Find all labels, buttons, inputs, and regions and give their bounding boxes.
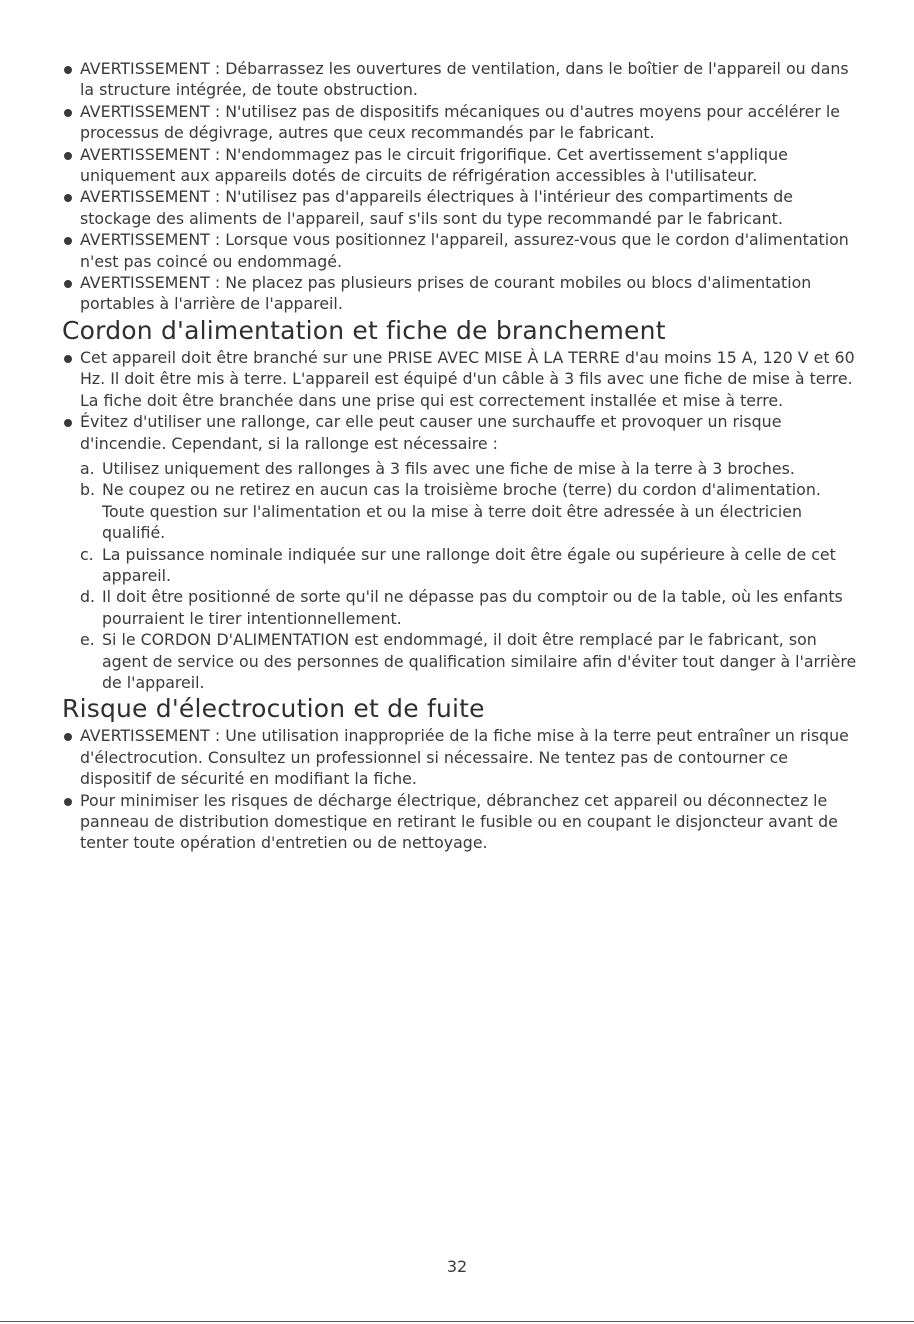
risque-bullet-text: Pour minimiser les risques de décharge électrique, débranchez cet appareil ou déconnectez le panneau de distribution domestique en retirant le fusible ou en coupant le disjoncteur avant de tenter toute opération d'entretien ou de nettoyage. <box>80 790 838 853</box>
warning-item <box>62 101 862 144</box>
rule-letter: b. <box>80 480 96 500</box>
section-heading-cordon: Cordon d'alimentation et fiche de branchement <box>62 315 666 345</box>
rule-letter: a. <box>80 458 95 478</box>
rule-letter: e. <box>80 630 95 650</box>
bullet-icon <box>64 152 72 160</box>
bullet-icon <box>64 798 72 806</box>
risque-bullet-text: AVERTISSEMENT : Une utilisation inappropriée de la fiche mise à la terre peut entraîner un risque d'électrocution. Consultez un professionnel si nécessaire. Ne tentez pas de contourner ce dispositif de sécurité en modifiant la fiche. <box>80 726 849 789</box>
cordon-bullet-text: Évitez d'utiliser une rallonge, car elle peut causer une surchauffe et provoquer un risque d'incendie. Cependant, si la rallonge est nécessaire : <box>80 412 782 453</box>
extension-cord-rules <box>62 458 862 693</box>
rule-text: Il doit être positionné de sorte qu'il ne dépasse pas du comptoir ou de la table, où les enfants pourraient le tirer intentionnellement. <box>102 587 843 628</box>
bullet-icon <box>64 194 72 202</box>
risque-list <box>62 725 862 853</box>
cordon-bullet <box>62 347 862 411</box>
warning-item <box>62 144 862 187</box>
risque-bullet <box>62 790 862 854</box>
rule-text: La puissance nominale indiquée sur une rallonge doit être égale ou supérieure à celle de cet appareil. <box>102 544 836 585</box>
risque-bullet <box>62 725 862 789</box>
warning-text: AVERTISSEMENT : Débarrassez les ouvertures de ventilation, dans le boîtier de l'appareil ou dans la structure intégrée, de toute obstruction. <box>80 59 849 100</box>
warning-item <box>62 186 862 229</box>
bullet-icon <box>64 66 72 74</box>
warning-text: AVERTISSEMENT : N'utilisez pas d'appareils électriques à l'intérieur des compartiments de stockage des aliments de l'appareil, sauf s'ils sont du type recommandé par le fabricant. <box>80 187 793 228</box>
cordon-bullet-text: Cet appareil doit être branché sur une PRISE AVEC MISE À LA TERRE d'au moins 15 A, 120 V et 60 Hz. Il doit être mis à terre. L'appareil est équipé d'un câble à 3 fils avec une fiche de mise à terre. La fiche doit être branchée dans une prise qui est correctement installée et mise à terre. <box>80 347 855 410</box>
rule-item <box>62 629 862 693</box>
warning-item <box>62 229 862 272</box>
rule-item <box>62 586 862 629</box>
bullet-icon <box>64 355 72 363</box>
bullet-icon <box>64 109 72 117</box>
page-bottom-divider <box>0 1321 914 1322</box>
rule-item <box>62 544 862 587</box>
bullet-icon <box>64 419 72 427</box>
rule-text: Utilisez uniquement des rallonges à 3 fils avec une fiche de mise à la terre à 3 broches. <box>102 458 795 478</box>
bullet-icon <box>64 280 72 288</box>
bullet-icon <box>64 733 72 741</box>
warning-item <box>62 272 862 315</box>
rule-item <box>62 479 862 543</box>
warning-text: AVERTISSEMENT : N'endommagez pas le circuit frigorifique. Cet avertissement s'applique uniquement aux appareils dotés de circuits de réfrigération accessibles à l'utilisateur. <box>80 144 788 186</box>
rule-letter: c. <box>80 544 94 564</box>
page-number: 32 <box>446 1257 468 1276</box>
rule-item <box>62 458 862 479</box>
warning-text: AVERTISSEMENT : Ne placez pas plusieurs prises de courant mobiles ou blocs d'alimentation portables à l'arrière de l'appareil. <box>80 273 812 314</box>
rule-text: Si le CORDON D'ALIMENTATION est endommagé, il doit être remplacé par le fabricant, son agent de service ou des personnes de qualification similaire afin d'éviter tout danger à l'arrière de l'appareil. <box>102 630 857 692</box>
section-heading-risque: Risque d'électrocution et de fuite <box>62 694 485 724</box>
rule-letter: d. <box>80 587 96 607</box>
rule-text: Ne coupez ou ne retirez en aucun cas la troisième broche (terre) du cordon d'alimentation. Toute question sur l'alimentation et ou la mise à terre doit être adressée à un électricien qualifié. <box>102 480 821 543</box>
warning-item <box>62 58 862 101</box>
manual-page-content <box>62 58 862 854</box>
warnings-list <box>62 58 862 315</box>
warning-text: AVERTISSEMENT : Lorsque vous positionnez l'appareil, assurez-vous que le cordon d'alimentation n'est pas coincé ou endommagé. <box>80 230 849 271</box>
bullet-icon <box>64 237 72 245</box>
cordon-bullet <box>62 411 862 454</box>
cordon-list <box>62 347 862 454</box>
warning-text: AVERTISSEMENT : N'utilisez pas de dispositifs mécaniques ou d'autres moyens pour accélérer le processus de dégivrage, autres que ceux recommandés par le fabricant. <box>80 101 840 143</box>
